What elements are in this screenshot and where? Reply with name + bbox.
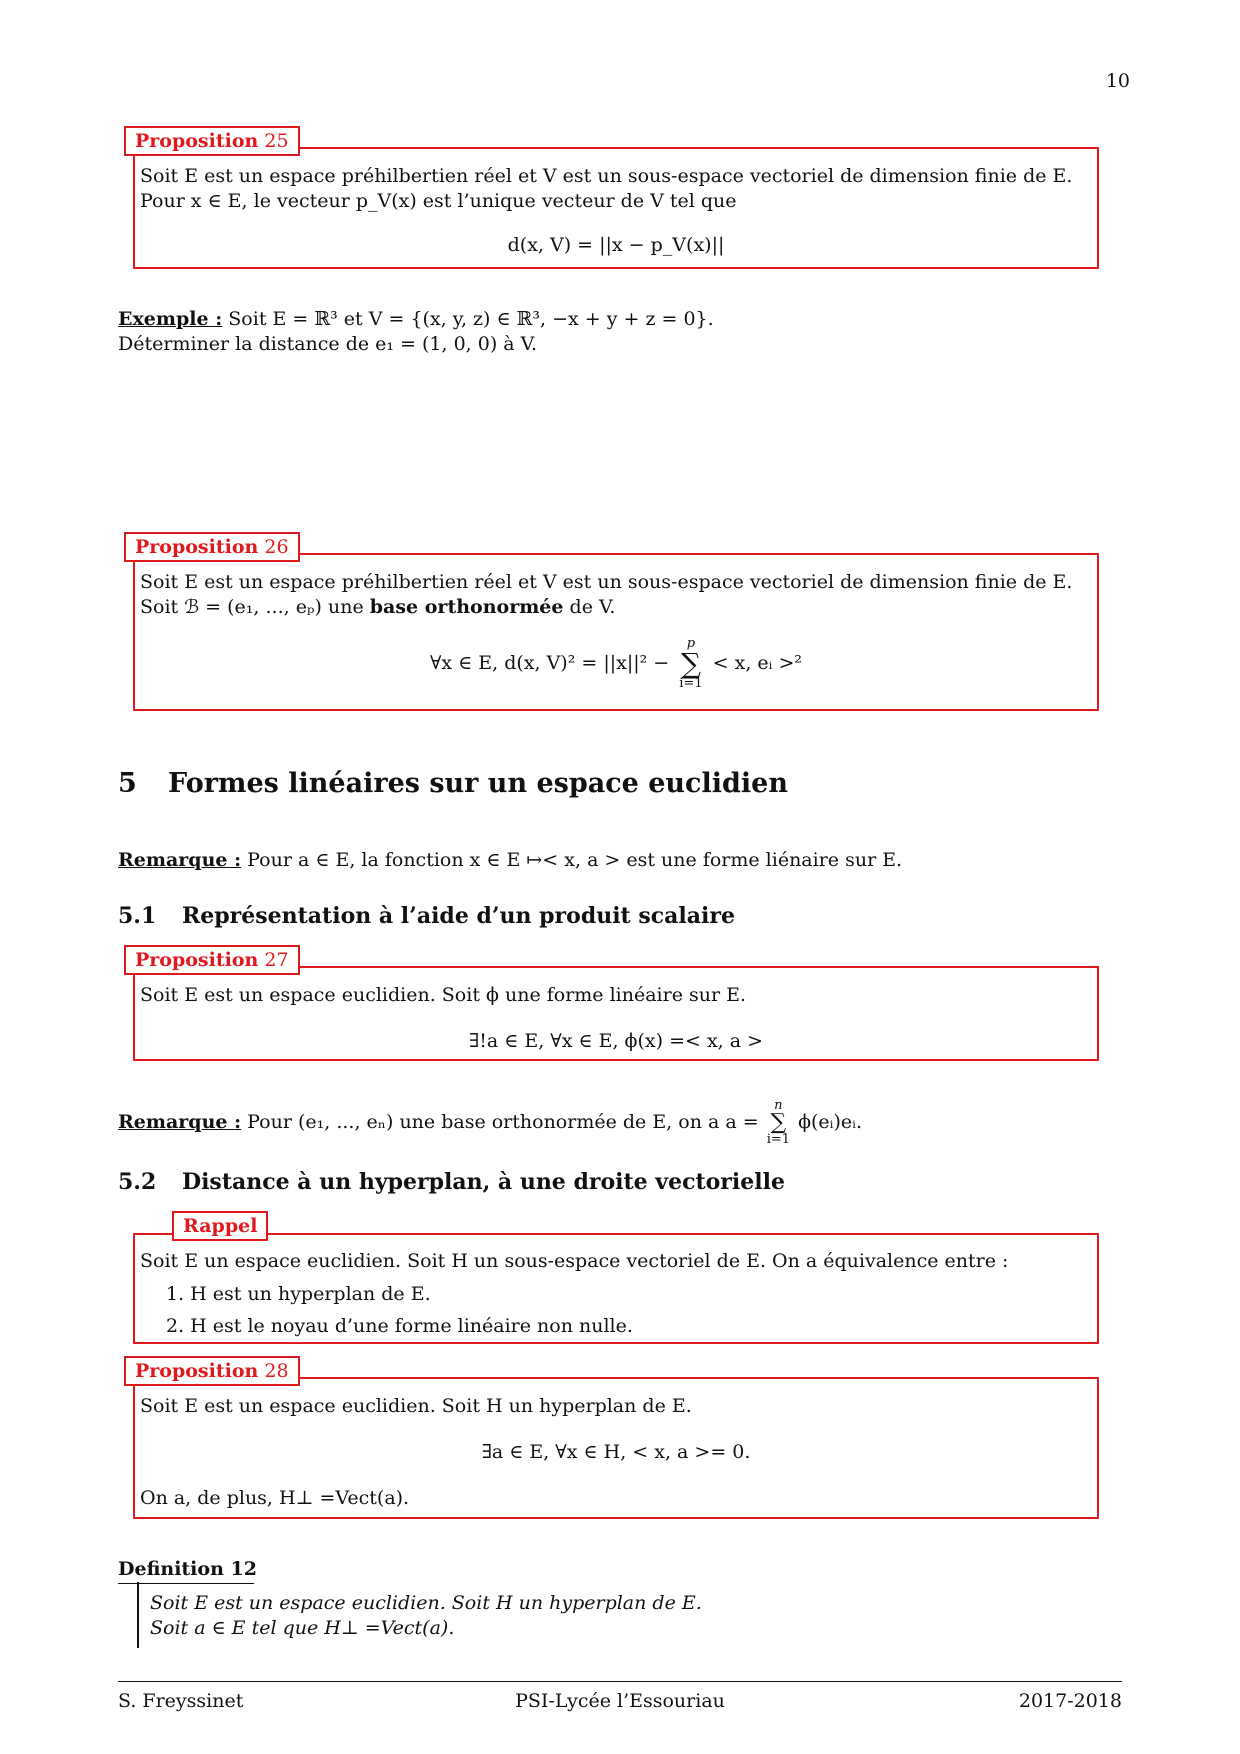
remark-label: Remarque : xyxy=(118,849,242,871)
remark-1 xyxy=(118,849,902,871)
proposition-28-line3: On a, de plus, H⊥ =Vect(a). xyxy=(140,1487,410,1509)
sigma-symbol: ∑ xyxy=(770,1110,787,1135)
rappel-item-2: 2. H est le noyau d’une forme linéaire non nulle. xyxy=(166,1315,633,1337)
line-text: de V. xyxy=(569,596,616,618)
remark-text: Pour (e₁, ..., eₙ) une base orthonormée de E, on a a = xyxy=(247,1111,759,1133)
section-number: 5 xyxy=(118,768,137,799)
proposition-28-line1: Soit E est un espace euclidien. Soit H un hyperplan de E. xyxy=(140,1395,692,1417)
bold-term: base orthonormée xyxy=(369,596,564,618)
definition-line2: Soit a ∈ E tel que H⊥ =Vect(a). xyxy=(150,1617,455,1639)
remark-2 xyxy=(118,1100,862,1146)
footer-author: S. Freyssinet xyxy=(118,1690,244,1712)
section-5-heading xyxy=(118,768,788,799)
rappel-line1: Soit E un espace euclidien. Soit H un sous-espace vectoriel de E. On a équivalence entre : xyxy=(140,1250,1009,1272)
section-number: 5.2 xyxy=(118,1169,157,1195)
section-number: 5.1 xyxy=(118,903,157,929)
section-title: Représentation à l’aide d’un produit scalaire xyxy=(182,903,735,929)
proposition-27-formula: ∃!a ∈ E, ∀x ∈ E, ϕ(x) =< x, a > xyxy=(468,1030,764,1052)
rappel-item-1: 1. H est un hyperplan de E. xyxy=(166,1283,431,1305)
example-label: Exemple : xyxy=(118,308,223,330)
section-5-1-heading xyxy=(118,903,735,929)
definition-side-bar xyxy=(137,1582,139,1648)
footer-rule xyxy=(118,1681,1122,1682)
proposition-number: 26 xyxy=(264,536,289,558)
proposition-label: Proposition xyxy=(135,130,259,152)
section-title: Distance à un hyperplan, à une droite vectorielle xyxy=(182,1169,785,1195)
proposition-26-tag xyxy=(124,532,300,562)
summation xyxy=(679,638,702,690)
formula-left: ∀x ∈ E, d(x, V)² = ||x||² − xyxy=(429,652,670,674)
example-text: Soit E = ℝ³ et V = {(x, y, z) ∈ ℝ³, −x + y + z = 0}. xyxy=(228,308,714,330)
proposition-26-line2 xyxy=(140,596,615,618)
sum-lower: i=1 xyxy=(766,1132,791,1147)
rappel-tag xyxy=(172,1211,268,1241)
sum-lower: i=1 xyxy=(679,676,703,691)
section-title: Formes linéaires sur un espace euclidien xyxy=(168,768,788,799)
proposition-label: Proposition xyxy=(135,1360,259,1382)
proposition-25-tag xyxy=(124,126,300,156)
proposition-label: Proposition xyxy=(135,536,259,558)
page-number: 10 xyxy=(1105,70,1130,92)
proposition-28-tag xyxy=(124,1356,300,1386)
proposition-number: 28 xyxy=(264,1360,289,1382)
proposition-25-line2: Pour x ∈ E, le vecteur p_V(x) est l’unique vecteur de V tel que xyxy=(140,190,737,212)
proposition-26-formula xyxy=(133,638,1099,690)
proposition-number: 25 xyxy=(264,130,289,152)
example-line2: Déterminer la distance de e₁ = (1, 0, 0) à V. xyxy=(118,333,538,355)
remark-text: Pour a ∈ E, la fonction x ∈ E ↦< x, a > est une forme liénaire sur E. xyxy=(247,849,903,871)
remark-label: Remarque : xyxy=(118,1111,242,1133)
line-text: Soit ℬ = (e₁, ..., eₚ) une xyxy=(140,596,364,618)
remark-text: ϕ(eᵢ)eᵢ. xyxy=(798,1111,863,1133)
proposition-27-tag xyxy=(124,945,300,975)
proposition-25-line1: Soit E est un espace préhilbertien réel et V est un sous-espace vectoriel de dimension finie de E. xyxy=(140,165,1073,187)
proposition-number: 27 xyxy=(264,949,289,971)
proposition-28-formula: ∃a ∈ E, ∀x ∈ H, < x, a >= 0. xyxy=(481,1441,751,1463)
summation xyxy=(767,1100,790,1146)
section-5-2-heading xyxy=(118,1169,785,1195)
proposition-label: Proposition xyxy=(135,949,259,971)
sum-upper: p xyxy=(686,636,696,651)
formula-right: < x, eᵢ >² xyxy=(712,652,803,674)
proposition-25-formula: d(x, V) = ||x − p_V(x)|| xyxy=(507,234,725,256)
definition-title: Definition 12 xyxy=(118,1558,257,1580)
rappel-label: Rappel xyxy=(183,1215,258,1237)
footer-year: 2017-2018 xyxy=(1018,1690,1122,1712)
sigma-symbol: ∑ xyxy=(680,647,701,680)
definition-line1: Soit E est un espace euclidien. Soit H un hyperplan de E. xyxy=(150,1592,702,1614)
example-line1 xyxy=(118,308,714,330)
footer-school: PSI-Lycée l’Essouriau xyxy=(515,1690,725,1712)
proposition-27-line1: Soit E est un espace euclidien. Soit ϕ une forme linéaire sur E. xyxy=(140,984,747,1006)
proposition-26-line1: Soit E est un espace préhilbertien réel et V est un sous-espace vectoriel de dimension finie de E. xyxy=(140,571,1073,593)
sum-upper: n xyxy=(774,1098,783,1113)
